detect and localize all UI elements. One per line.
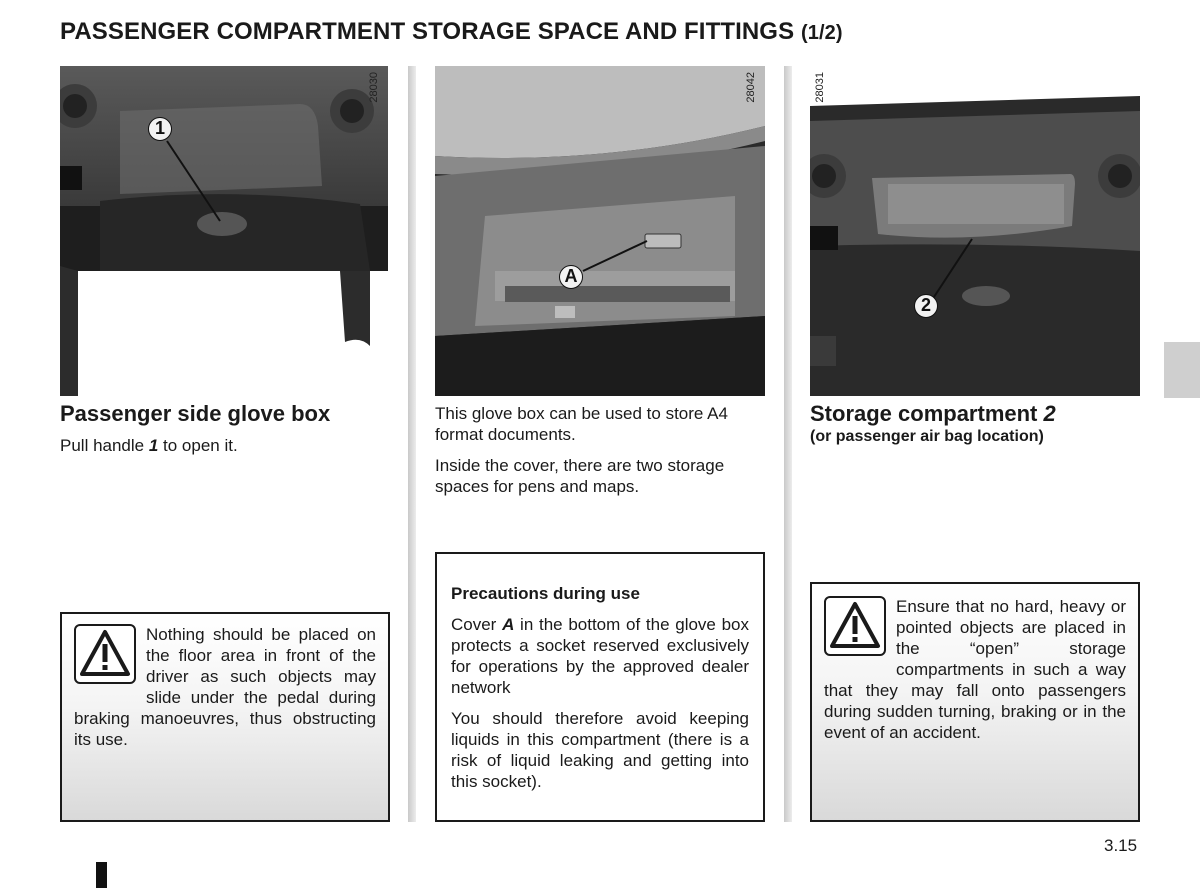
- section-heading-storage-compartment: Storage compartment 2: [810, 401, 1056, 426]
- storage-compartment-photo: [810, 66, 1140, 396]
- precautions-text-2: You should therefore avoid keeping liquids in this compartment (there is a risk of liquid leaking and getting into this socket).: [451, 709, 749, 791]
- page-number: 3.15: [1104, 836, 1138, 855]
- glove-box-instruction: Pull handle 1 to open it.: [60, 436, 238, 455]
- corner-mark: [96, 862, 107, 888]
- warning-box-open-storage: [810, 582, 1140, 822]
- page-title: PASSENGER COMPARTMENT STORAGE SPACE AND FITTINGS (1/2): [60, 18, 843, 45]
- column-divider: [784, 66, 792, 822]
- precautions-title: Precautions during use: [451, 584, 640, 603]
- photo-code: 28031: [814, 72, 826, 103]
- callout-2: 2: [914, 294, 938, 318]
- precautions-box: [435, 552, 765, 822]
- glove-box-description: This glove box can be used to store A4 format documents.: [435, 404, 728, 444]
- section-subheading-airbag: (or passenger air bag location): [810, 428, 1044, 445]
- glove-box-photo: [60, 66, 388, 396]
- warning-text-open-storage: Ensure that no hard, heavy or pointed objects are placed in the “open” storage compartments in such a way that they may fall onto passengers during sudden turning, braking or in the event of an accident.: [824, 597, 1126, 742]
- warning-box-floor: [60, 612, 390, 822]
- storage-spaces-description: Inside the cover, there are two storage spaces for pens and maps.: [435, 456, 725, 496]
- callout-1: 1: [148, 117, 172, 141]
- page-title-suffix: (1/2): [800, 22, 843, 44]
- photo-code: 28030: [368, 72, 380, 103]
- column-divider: [408, 66, 416, 822]
- chapter-thumb-tab: [1164, 342, 1200, 398]
- warning-triangle-icon: [824, 596, 886, 656]
- photo-code: 28042: [745, 72, 757, 103]
- warning-text-floor: Nothing should be placed on the floor area in front of the driver as such objects may slide under the pedal during braking manoeuvres, thus obstructing its use.: [74, 625, 376, 749]
- section-heading-glove-box: Passenger side glove box: [60, 401, 331, 426]
- callout-A: A: [559, 265, 583, 289]
- precautions-text-1: Cover A in the bottom of the glove box protects a socket reserved exclusively for operations by the approved dealer network: [451, 615, 749, 697]
- open-glove-box-photo: [435, 66, 765, 396]
- warning-triangle-icon: [74, 624, 136, 684]
